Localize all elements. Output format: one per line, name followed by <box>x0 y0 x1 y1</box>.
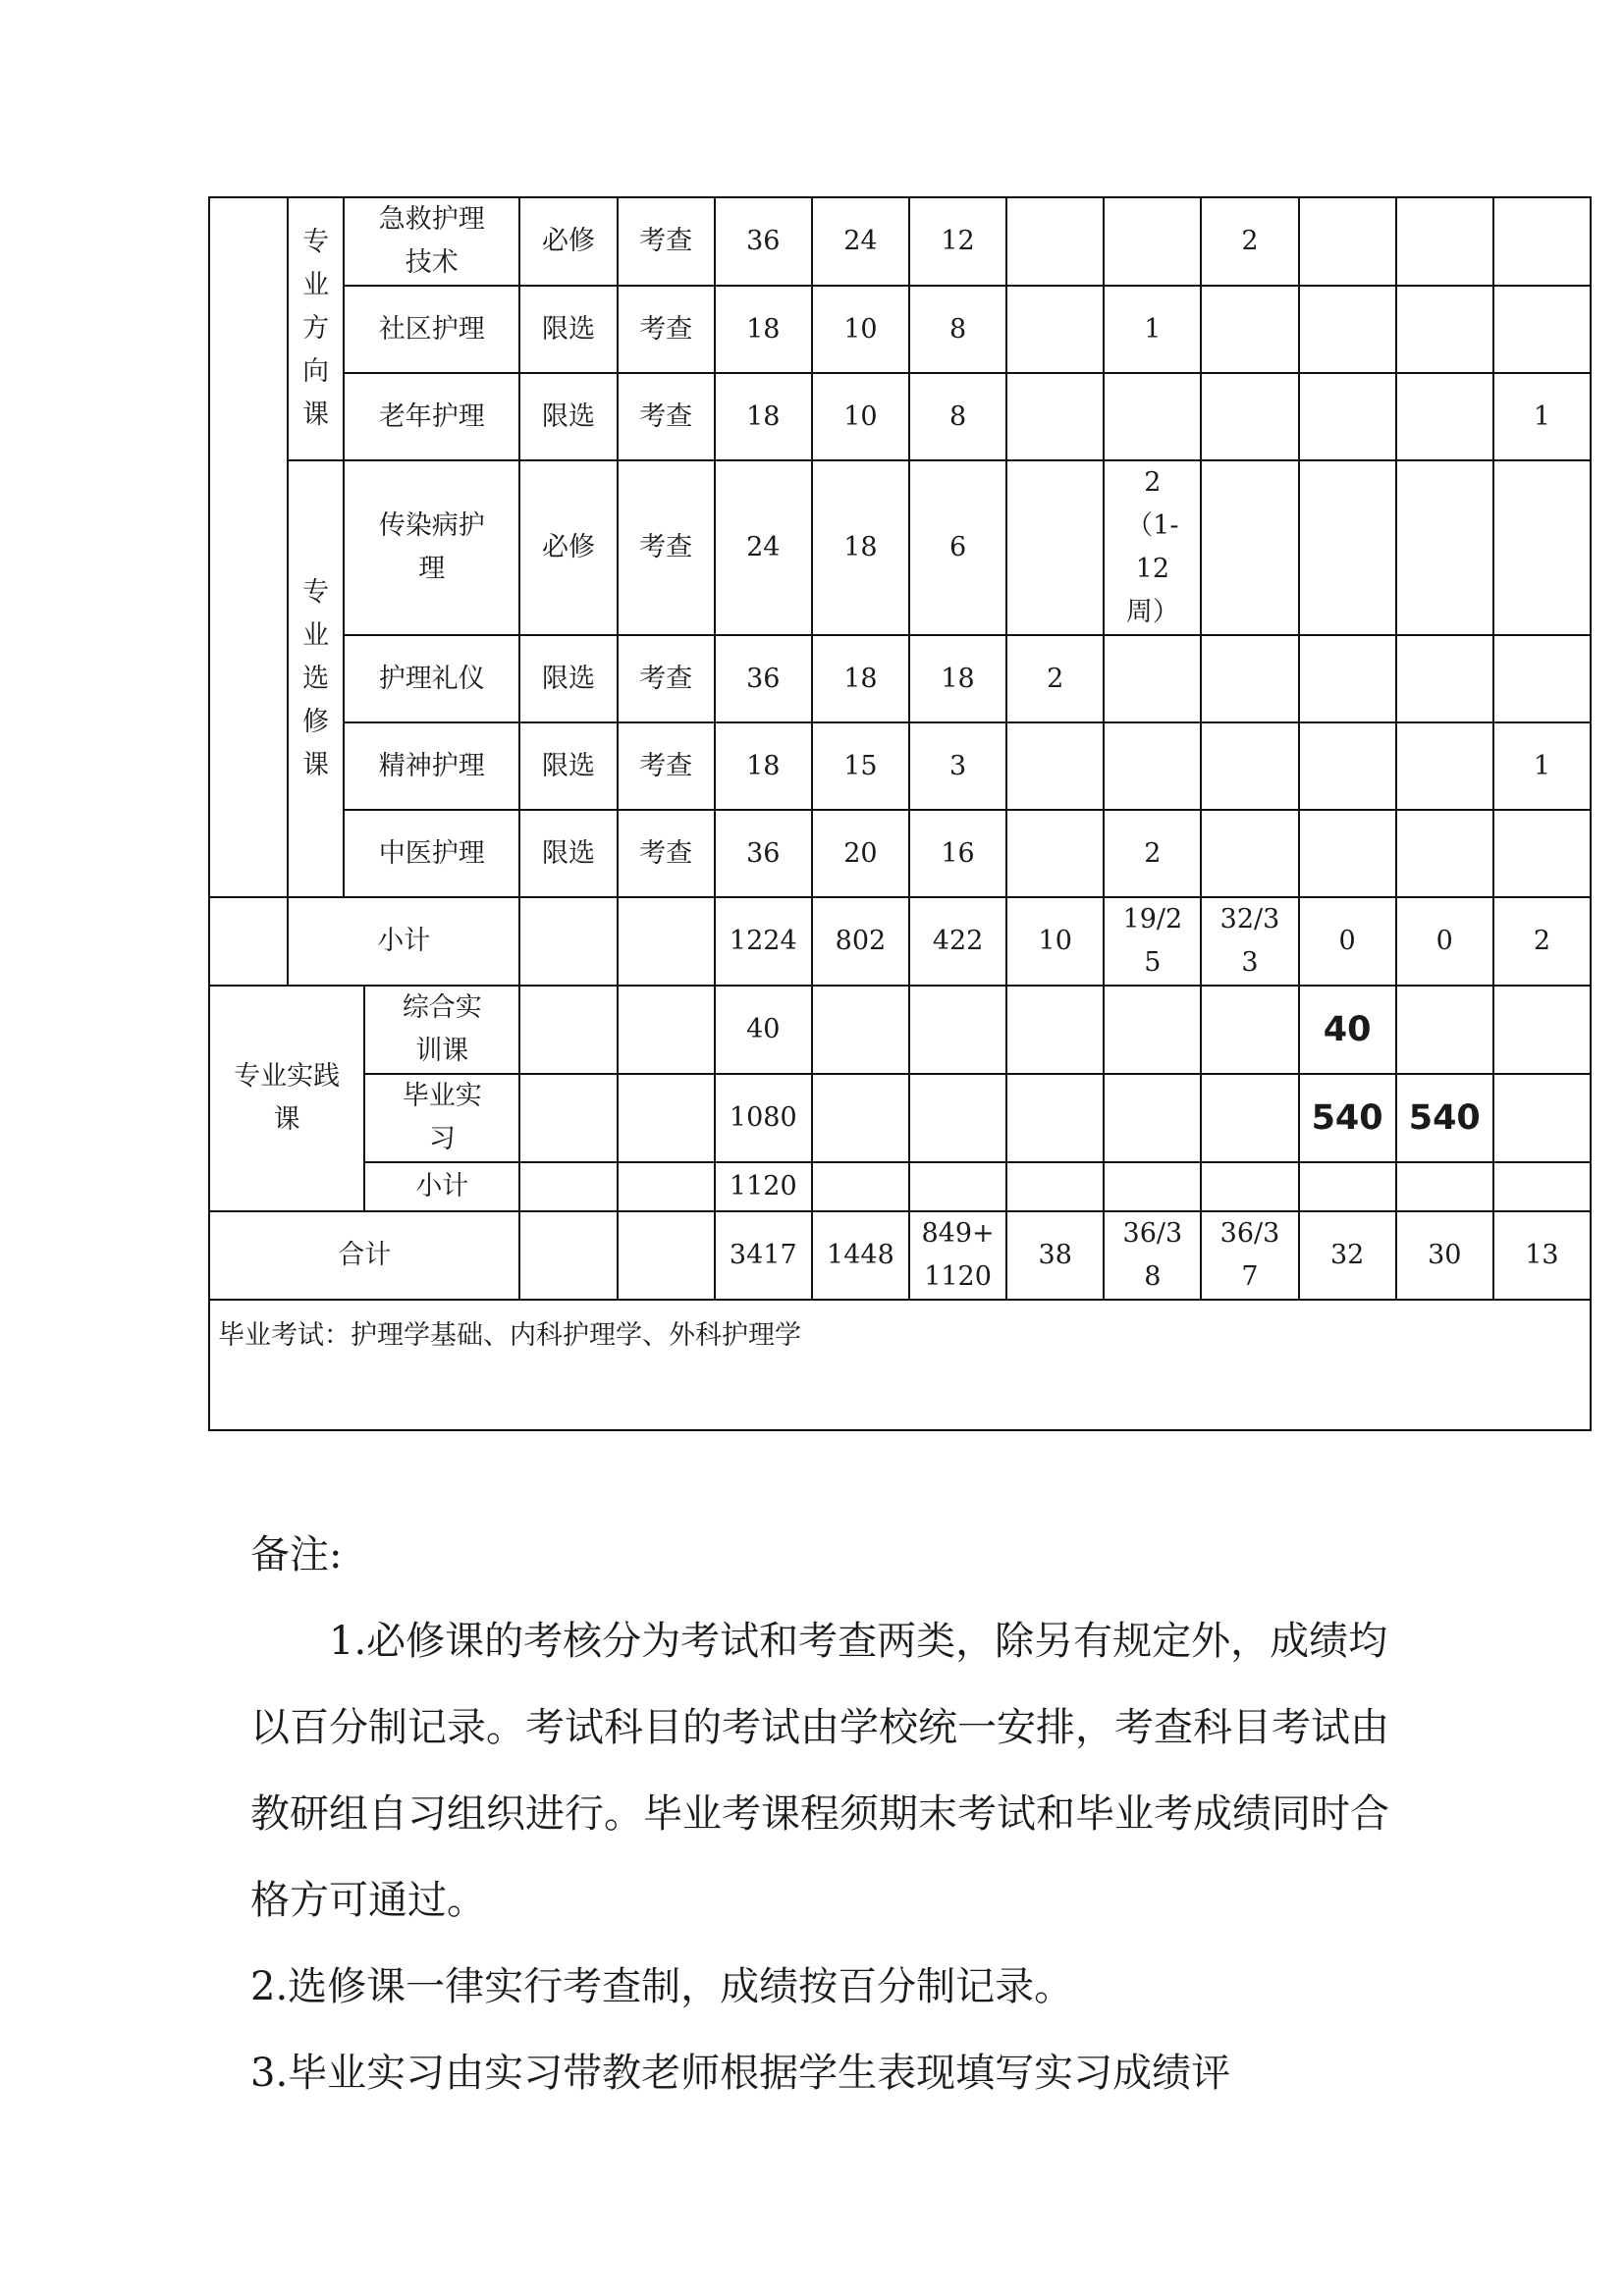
table-cell <box>1396 722 1493 810</box>
table-cell <box>1201 373 1298 460</box>
table-cell <box>1396 373 1493 460</box>
table-cell <box>1493 197 1591 286</box>
table-cell: 2 <box>1201 197 1298 286</box>
table-cell <box>1493 1162 1591 1211</box>
table-row <box>209 810 1591 897</box>
table-cell <box>519 986 617 1074</box>
table-cell: 10 <box>812 286 909 373</box>
table-cell: 1 <box>1493 373 1591 460</box>
table-cell <box>1006 810 1104 897</box>
assessment-type: 考查 <box>618 197 715 286</box>
table-cell <box>1201 635 1298 722</box>
table-cell: 24 <box>812 197 909 286</box>
table-cell <box>1104 197 1201 286</box>
table-cell <box>1201 722 1298 810</box>
table-row <box>209 197 1591 286</box>
curriculum-table <box>208 196 1592 1431</box>
table-cell <box>909 1074 1006 1162</box>
table-cell: 16 <box>909 810 1006 897</box>
table-cell: 18 <box>812 460 909 635</box>
remarks-heading: 备注: <box>250 1532 343 1577</box>
table-row <box>209 635 1591 722</box>
table-cell: 30 <box>1396 1211 1493 1300</box>
table-cell: 2 （1- 12 周） <box>1104 460 1201 635</box>
table-cell: 40 <box>715 986 812 1074</box>
table-cell: 24 <box>715 460 812 635</box>
course-name: 综合实 训课 <box>364 986 519 1074</box>
table-cell: 422 <box>909 897 1006 986</box>
table-cell: 38 <box>1006 1211 1104 1300</box>
table-row <box>209 373 1591 460</box>
table-cell: 2 <box>1006 635 1104 722</box>
table-cell <box>618 897 715 986</box>
table-cell: 36/3 7 <box>1201 1211 1298 1300</box>
table-cell: 3417 <box>715 1211 812 1300</box>
table-cell: 32 <box>1299 1211 1396 1300</box>
table-cell <box>1006 373 1104 460</box>
table-cell: 36 <box>715 810 812 897</box>
table-cell: 18 <box>715 373 812 460</box>
course-name: 传染病护 理 <box>344 460 519 635</box>
course-name: 社区护理 <box>344 286 519 373</box>
table-cell: 32/3 3 <box>1201 897 1298 986</box>
table-cell <box>1104 635 1201 722</box>
table-cell: 1 <box>1493 722 1591 810</box>
table-cell <box>1201 986 1298 1074</box>
assessment-type: 考查 <box>618 635 715 722</box>
course-type: 限选 <box>519 722 617 810</box>
table-cell <box>1299 635 1396 722</box>
table-cell: 36 <box>715 635 812 722</box>
table-cell: 2 <box>1493 897 1591 986</box>
course-name: 护理礼仪 <box>344 635 519 722</box>
table-cell <box>1396 286 1493 373</box>
table-cell <box>1104 373 1201 460</box>
table-cell <box>618 1074 715 1162</box>
table-cell: 20 <box>812 810 909 897</box>
remark-item: 1.必修课的考核分为考试和考查两类，除另有规定外，成绩均以百分制记录。考试科目的考试由学校统一安排，考查科目考试由教研组自习组织进行。毕业考课程须期末考试和毕业考成绩同时合格方可通过。 <box>250 1619 1389 1923</box>
table-cell <box>812 986 909 1074</box>
table-cell <box>1201 460 1298 635</box>
table-cell <box>519 897 617 986</box>
table-cell: 40 <box>1299 986 1396 1074</box>
table-cell: 19/2 5 <box>1104 897 1201 986</box>
table-cell: 1448 <box>812 1211 909 1300</box>
table-cell <box>1493 1074 1591 1162</box>
table-cell <box>1493 286 1591 373</box>
table-cell <box>1493 986 1591 1074</box>
table-cell <box>1299 1162 1396 1211</box>
table-cell: 540 <box>1299 1074 1396 1162</box>
table-cell <box>1299 197 1396 286</box>
course-type: 限选 <box>519 810 617 897</box>
table-cell <box>1396 986 1493 1074</box>
practice-row <box>209 1162 1591 1211</box>
table-cell <box>618 1162 715 1211</box>
table-cell <box>1396 1162 1493 1211</box>
table-cell <box>618 1211 715 1300</box>
exam-note-row <box>209 1300 1591 1430</box>
table-cell <box>1006 722 1104 810</box>
table-cell: 1080 <box>715 1074 812 1162</box>
practice-category: 专业实践 课 <box>209 986 364 1211</box>
course-type: 限选 <box>519 635 617 722</box>
table-cell: 18 <box>812 635 909 722</box>
table-cell <box>1006 1074 1104 1162</box>
table-cell <box>519 1074 617 1162</box>
table-cell <box>1104 986 1201 1074</box>
table-cell <box>1396 810 1493 897</box>
table-cell: 1224 <box>715 897 812 986</box>
practice-row <box>209 986 1591 1074</box>
table-row <box>209 460 1591 635</box>
table-cell <box>1396 635 1493 722</box>
assessment-type: 考查 <box>618 286 715 373</box>
table-cell <box>1493 460 1591 635</box>
table-cell: 802 <box>812 897 909 986</box>
table-cell: 1120 <box>715 1162 812 1211</box>
table-cell: 10 <box>812 373 909 460</box>
table-cell: 849+ 1120 <box>909 1211 1006 1300</box>
table-cell <box>1299 286 1396 373</box>
table-cell <box>1006 460 1104 635</box>
table-cell: 10 <box>1006 897 1104 986</box>
table-cell <box>1201 1074 1298 1162</box>
table-cell: 36 <box>715 197 812 286</box>
table-cell: 36/3 8 <box>1104 1211 1201 1300</box>
category-cell <box>209 197 288 897</box>
course-name: 中医护理 <box>344 810 519 897</box>
course-name: 毕业实 习 <box>364 1074 519 1162</box>
table-cell: 15 <box>812 722 909 810</box>
graduation-exam-note: 毕业考试：护理学基础、内科护理学、外科护理学 <box>209 1300 1591 1430</box>
course-type: 限选 <box>519 286 617 373</box>
table-cell <box>812 1074 909 1162</box>
table-cell: 540 <box>1396 1074 1493 1162</box>
table-cell <box>1299 810 1396 897</box>
subtotal-label: 小计 <box>288 897 519 986</box>
table-cell <box>1299 460 1396 635</box>
remark-item: 3.毕业实习由实习带教老师根据学生表现填写实习成绩评 <box>250 2051 1231 2096</box>
table-cell <box>1493 810 1591 897</box>
course-name: 老年护理 <box>344 373 519 460</box>
table-cell <box>1006 197 1104 286</box>
subcategory-cell: 专 业 方 向 课 <box>288 197 344 460</box>
assessment-type: 考查 <box>618 810 715 897</box>
assessment-type: 考查 <box>618 722 715 810</box>
table-cell <box>1201 810 1298 897</box>
table-cell: 6 <box>909 460 1006 635</box>
remark-item: 2.选修课一律实行考查制，成绩按百分制记录。 <box>250 1964 1074 2009</box>
table-row <box>209 286 1591 373</box>
table-cell: 2 <box>1104 810 1201 897</box>
table-cell: 13 <box>1493 1211 1591 1300</box>
table-cell: 0 <box>1299 897 1396 986</box>
table-cell: 18 <box>715 286 812 373</box>
course-type: 必修 <box>519 460 617 635</box>
assessment-type: 考查 <box>618 373 715 460</box>
table-cell <box>1006 1162 1104 1211</box>
table-cell <box>1299 373 1396 460</box>
table-cell <box>1396 197 1493 286</box>
table-cell <box>1104 1074 1201 1162</box>
assessment-type: 考查 <box>618 460 715 635</box>
table-cell <box>1493 635 1591 722</box>
remarks-section <box>250 1512 1399 2116</box>
course-type: 必修 <box>519 197 617 286</box>
table-cell: 12 <box>909 197 1006 286</box>
table-cell <box>1104 1162 1201 1211</box>
total-row <box>209 1211 1591 1300</box>
table-cell <box>519 1211 617 1300</box>
subtotal-row <box>209 897 1591 986</box>
table-cell <box>1201 286 1298 373</box>
course-name: 小计 <box>364 1162 519 1211</box>
total-label: 合计 <box>209 1211 519 1300</box>
table-cell <box>909 986 1006 1074</box>
course-name: 精神护理 <box>344 722 519 810</box>
practice-row <box>209 1074 1591 1162</box>
table-cell <box>209 897 288 986</box>
table-cell: 18 <box>715 722 812 810</box>
table-cell <box>1396 460 1493 635</box>
table-cell <box>618 986 715 1074</box>
table-cell: 0 <box>1396 897 1493 986</box>
subcategory-cell: 专 业 选 修 课 <box>288 460 344 897</box>
table-cell <box>1299 722 1396 810</box>
course-type: 限选 <box>519 373 617 460</box>
course-name: 急救护理 技术 <box>344 197 519 286</box>
table-cell: 8 <box>909 286 1006 373</box>
table-cell: 18 <box>909 635 1006 722</box>
table-cell: 8 <box>909 373 1006 460</box>
table-cell <box>1006 286 1104 373</box>
table-cell: 3 <box>909 722 1006 810</box>
table-row <box>209 722 1591 810</box>
table-cell <box>1006 986 1104 1074</box>
table-cell <box>812 1162 909 1211</box>
table-cell <box>1104 722 1201 810</box>
table-cell <box>909 1162 1006 1211</box>
table-cell <box>1201 1162 1298 1211</box>
table-cell <box>519 1162 617 1211</box>
table-cell: 1 <box>1104 286 1201 373</box>
